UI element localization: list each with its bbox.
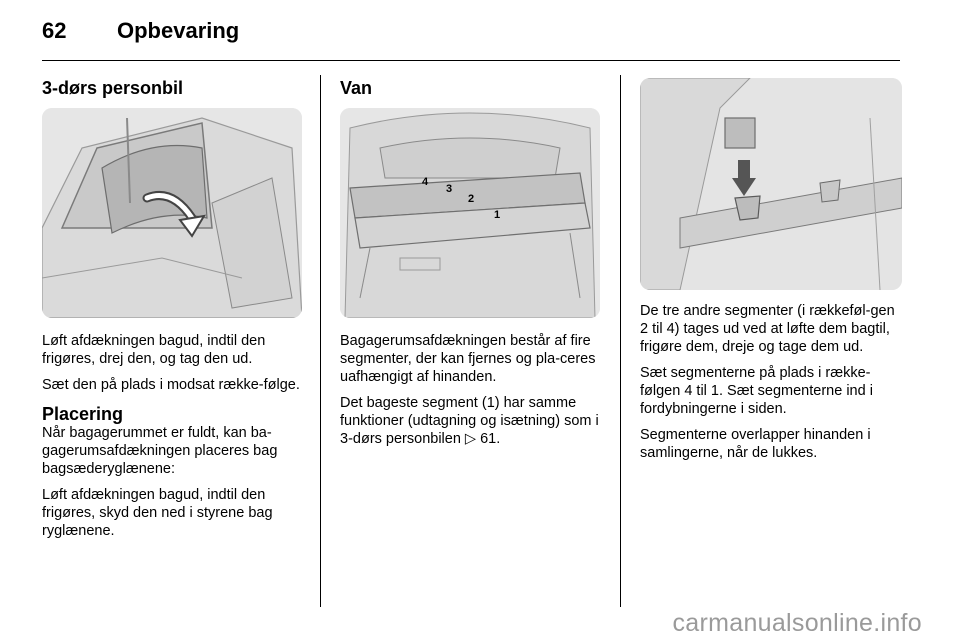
header-rule: [42, 60, 900, 61]
section-3-door: [42, 78, 307, 99]
paragraph: Løft afdækningen bagud, indtil den frigøres, drej den, og tag den ud.: [42, 333, 266, 367]
chapter-title: Opbevaring: [117, 18, 240, 43]
rear-cover-lift-arrow-icon: [42, 108, 302, 318]
paragraph: De tre andre segmenter (i rækkeføl-gen 2 til 4) tages ud ved at løfte dem bagtil, frigøre dem, dreje og tage dem ud.: [640, 303, 895, 355]
subheading: Placering: [42, 404, 124, 424]
paragraph: Løft afdækningen bagud, indtil den frigøres, skyd den ned i styrene bag ryglænene.: [42, 487, 273, 539]
segment-label: 2: [468, 193, 475, 205]
segment-label: 4: [422, 176, 429, 188]
segment-mount-figure: [640, 78, 902, 290]
segment-label: 3: [446, 183, 453, 195]
col2-text: [340, 332, 605, 456]
page-header: [42, 18, 900, 58]
page-reference-icon: ▷: [464, 431, 477, 447]
column-divider: [320, 75, 321, 607]
rear-cover-lift-figure: [42, 108, 302, 318]
section-heading: Van: [340, 78, 373, 98]
paragraph: Når bagagerummet er fuldt, kan ba-gagerumsafdækningen placeres bag bagsæderyglænene:: [42, 425, 278, 477]
segment-label: 1: [494, 209, 501, 221]
section-heading: 3-dørs personbil: [42, 78, 184, 98]
paragraph: Sæt den på plads i modsat række-følge.: [42, 377, 300, 393]
column-divider: [620, 75, 621, 607]
col3-text: [640, 302, 906, 470]
paragraph: Sæt segmenterne på plads i række-følgen 4 til 1. Sæt segmenterne ind i fordybningerne i siden.: [640, 365, 873, 417]
watermark: carmanualsonline.info: [672, 609, 922, 637]
paragraph: Segmenterne overlapper hinanden i samlingerne, når de lukkes.: [640, 427, 871, 461]
paragraph: [340, 394, 605, 448]
paragraph: Bagagerumsafdækningen består af fire segmenter, der kan fjernes og pla-ceres uafhængigt af hinanden.: [340, 333, 596, 385]
segment-mount-arrow-icon: [640, 78, 902, 290]
page-reference: 61.: [480, 431, 501, 447]
page-number: 62: [42, 18, 67, 43]
col1-text: [42, 332, 307, 548]
van-cover-figure: [340, 108, 600, 318]
van-cover-segments-icon: [340, 108, 600, 318]
section-van: [340, 78, 605, 99]
paragraph-text: Det bageste segment (1) har samme funktioner (udtagning og isætning) som i 3-dørs personbilen: [340, 395, 599, 447]
